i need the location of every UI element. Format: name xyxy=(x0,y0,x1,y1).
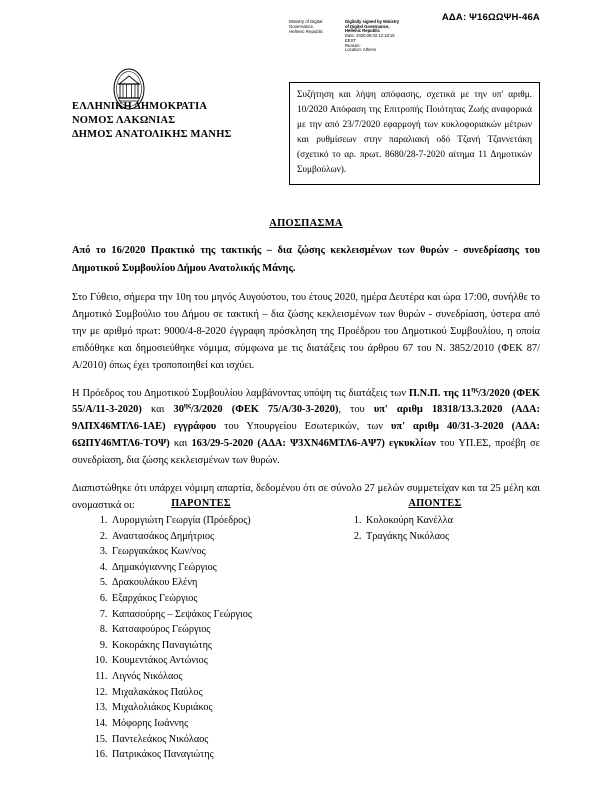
list-item: 7. Καπασούρης – Σεψάκος Γεώργιος xyxy=(110,607,330,623)
ds-left-line: Hellenic Republic xyxy=(289,28,323,34)
paragraph-session-details: Στο Γύθειο, σήμερα την 10η του μηνός Αυγούστου, του έτους 2020, ημέρα Δευτέρα και ώρα 17:00, συνήλθε το Δημοτικό Συμβούλιο του Δήμου σε τακτική – δια ζώσης κεκλεισμένων των θυρών - συνεδρίαση, ύστερα από την με αριθμό πρωτ: 9000/4-8-2020 έγγραφη πρόσκληση της Προέδρου του Δημοτικού Συμβουλίου, η οποία επιδόθηκε και δημοσιεύθηκε νόμιμα, σύμφωνα με τις διατάξεις του άρθρου 67 του Ν. 3852/2010 (ΦΕΚ 87/Α/2010) όπως έχει τροποποιηθεί και ισχύει. xyxy=(72,292,540,371)
lead-paragraph: Από το 16/2020 Πρακτικό της τακτικής – δια ζώσης κεκλεισμένων των θυρών - συνεδρίασης του Δημοτικού Συμβουλίου Δήμου Ανατολικής Μάνης. xyxy=(72,245,540,274)
present-column xyxy=(72,513,330,763)
list-item: 1. Κολοκούρη Κανέλλα xyxy=(364,513,540,529)
document-body xyxy=(72,242,540,526)
present-list xyxy=(72,513,330,763)
ada-number: ΑΔΑ: Ψ16ΩΩΨΗ-46Α xyxy=(441,12,540,23)
legal-text: και xyxy=(141,404,174,416)
attendance-headers xyxy=(72,498,540,509)
list-item: 1. Λυρομγιώτη Γεωργία (Πρόεδρος) xyxy=(110,513,330,529)
paragraph-quorum: Διαπιστώθηκε ότι υπάρχει νόμιμη απαρτία, δεδομένου ότι σε σύνολο 27 μελών συμμετείχαν και τα 25 μέλη και ονομαστικά οι: xyxy=(72,482,540,511)
legal-sup: ης xyxy=(183,401,191,410)
absent-header: ΑΠΟΝΤΕΣ xyxy=(408,498,462,509)
list-item: 11. Λιγνός Νικόλαος xyxy=(110,669,330,685)
paragraph-legal-basis xyxy=(72,386,540,470)
list-item: 6. Εξαρχάκος Γεώργιος xyxy=(110,591,330,607)
ds-right-line: Digitally signed by Ministry xyxy=(345,19,400,24)
ds-right-line: of Digital Governance, xyxy=(345,23,390,29)
legal-bold: Π.Ν.Π. της 11 xyxy=(408,387,472,399)
list-item: 3. Γεωργακάκος Κων/νος xyxy=(110,544,330,560)
digital-signature-authority xyxy=(289,20,341,53)
absent-column xyxy=(330,513,540,763)
absent-list xyxy=(330,513,540,544)
attendance-lists xyxy=(72,513,540,763)
legal-bold: υπ' αριθμ 18318/13.3.2020 (ΑΔΑ: 9ΛΠΧ46ΜΤΛ6-1ΑΕ) εγγράφου xyxy=(72,404,540,433)
authority-line-3: ΔΗΜΟΣ ΑΝΑΤΟΛΙΚΗΣ ΜΑΝΗΣ xyxy=(72,129,232,141)
legal-text: και xyxy=(169,438,192,450)
list-item: 8. Κατσαφούρος Γεώργιος xyxy=(110,622,330,638)
legal-bold: 30 xyxy=(173,404,184,416)
list-item: 4. Δημακόγιαννης Γεώργιος xyxy=(110,560,330,576)
legal-bold: /3/2020 (ΦΕΚ 75/Α/30-3-2020) xyxy=(190,404,339,416)
list-item: 2. Αναστασάκος Δημήτριος xyxy=(110,529,330,545)
digital-signature-stamp xyxy=(289,20,419,53)
list-item: 13. Μιχαλολιάκος Κυριάκος xyxy=(110,700,330,716)
ds-right-line: Date: 2020.08.03 12:18:16 xyxy=(345,33,395,39)
list-item: 10. Κουμεντάκος Αντώνιος xyxy=(110,653,330,669)
authority-line-2: ΝΟΜΟΣ ΛΑΚΩΝΙΑΣ xyxy=(72,115,176,127)
ds-left-line: Governance, xyxy=(289,23,315,29)
list-item: 14. Μόφορης Ιωάννης xyxy=(110,716,330,732)
present-header: ΠΑΡΟΝΤΕΣ xyxy=(171,498,231,509)
list-item: 15. Παντελεάκος Νικόλαος xyxy=(110,732,330,748)
subject-box: Συζήτηση και λήψη απόφασης, σχετικά με την υπ' αριθμ. 10/2020 Απόφαση της Επιτροπής Ποιότητας Ζωής αναφορικά με την από 23/7/2020 εφαρμογή των κυκλοφοριακών μέτρων και ρυθμίσεων στην παραλιακή οδό Τζανή Τζαννετάκη (σχετικό το αρ. πρωτ. 8680/28-7-2020 αίτημα 11 Δημοτικών Συμβούλων). xyxy=(289,82,540,185)
list-item: 2. Τραγάκης Νικόλαος xyxy=(364,529,540,545)
document-title: ΑΠΟΣΠΑΣΜΑ xyxy=(269,218,343,229)
issuing-authority xyxy=(72,100,282,142)
legal-text: του Υπουργείου Εσωτερικών, των xyxy=(216,421,392,433)
ds-right-line: Reason: xyxy=(345,42,361,48)
list-item: 16. Πατρικάκος Παναγιώτης xyxy=(110,747,330,763)
legal-bold: /3/2020 (ΦΕΚ 55/Α/11-3-2020) xyxy=(72,387,541,416)
legal-bold: υπ' αριθμ 40/31-3-2020 (ΑΔΑ: 6ΩΠΥ46ΜΤΛ6-ΤΟΨ) xyxy=(72,421,541,450)
ds-right-line: Hellenic Republic xyxy=(345,28,380,34)
legal-bold: 163/29-5-2020 (ΑΔΑ: Ψ3ΧΝ46ΜΤΛ6-ΑΨ7) εγκυκλίων xyxy=(191,438,436,450)
attendance-section xyxy=(72,498,540,763)
ds-right-line: EEST xyxy=(345,37,356,43)
authority-line-1: ΕΛΛΗΝΙΚΗ ΔΗΜΟΚΡΑΤΙΑ xyxy=(72,101,208,112)
legal-text: Η Πρόεδρος του Δημοτικού Συμβουλίου λαμβάνοντας υπόψη τις διατάξεις των xyxy=(72,387,409,399)
digital-signature-details xyxy=(345,20,419,53)
list-item: 12. Μιχαλακάκος Παύλος xyxy=(110,685,330,701)
ds-right-line: Location: Athens xyxy=(345,47,376,53)
legal-sup: ης xyxy=(471,385,479,394)
list-item: 9. Κοκοράκης Παναγιώτης xyxy=(110,638,330,654)
legal-text: , του xyxy=(338,404,374,416)
ds-left-line: Ministry of Digital xyxy=(289,19,323,24)
legal-text: του ΥΠ.ΕΣ, προέβη σε συνεδρίαση, δια ζώσης κεκλεισμένων των θυρών. xyxy=(72,438,540,466)
list-item: 5. Δρακουλάκου Ελένη xyxy=(110,575,330,591)
